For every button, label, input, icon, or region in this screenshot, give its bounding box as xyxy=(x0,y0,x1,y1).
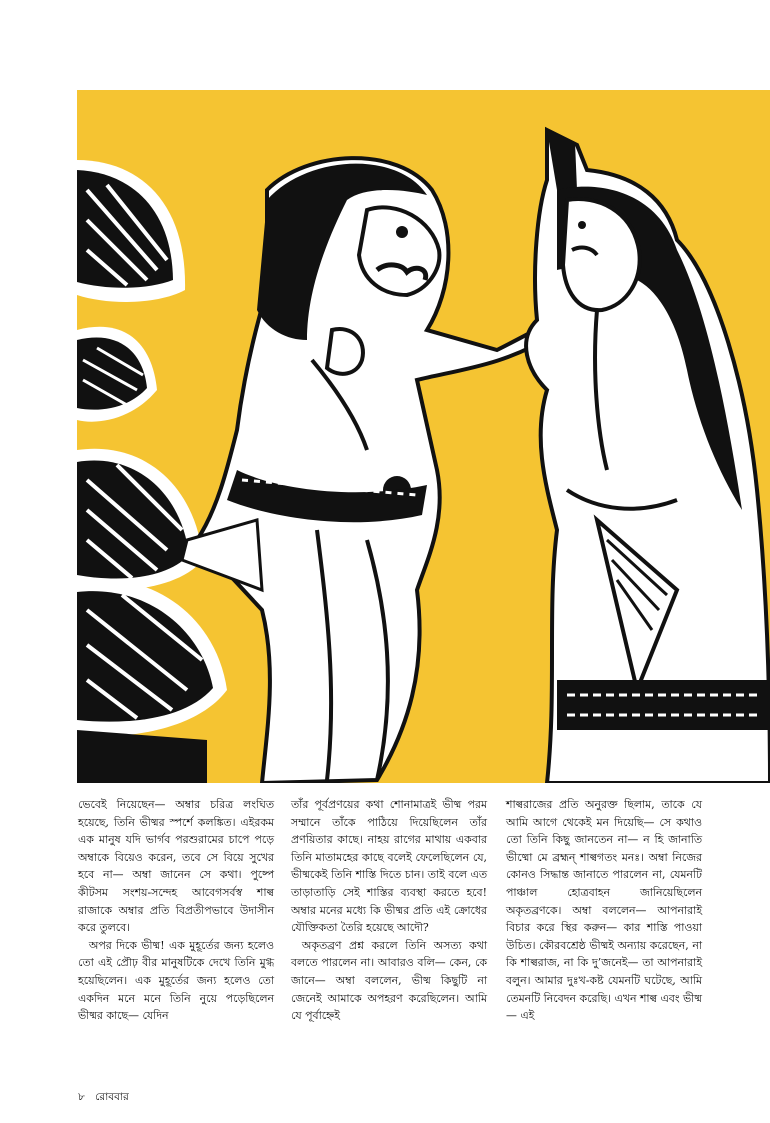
article-column-3 xyxy=(506,796,702,1025)
paragraph: ভেবেই নিয়েছেন— অম্বার চরিত্র লংঘিত হয়েছে, তিনি ভীষ্মর স্পর্শে কলঙ্কিত। এইরকম এক মানুষ যদি ভার্গব পরশুরামের চাপে পড়ে অম্বাকে বিয়েও করেন, তবে সে বিয়ে সুখের হবে না— অম্বা জানেন সে কথা। পুষ্পে কীটসম সংশয়-সন্দেহ আবেগসর্বস্ব শাল্ব রাজাকে অম্বার প্রতি বিপ্রতীপভাবে উদাসীন করে তুলবে। xyxy=(78,798,274,935)
page-number: ৮ xyxy=(78,1091,85,1103)
publication-name: রোববার xyxy=(95,1091,129,1103)
paragraph: অকৃতব্রণ প্রশ্ন করলে তিনি অসত্য কথা বলতে পারলেন না। আবারও বলি— কেন, কে জানে— অম্বা বললেন, ভীষ্ম কিছুটি না জেনেই আমাকে অপহরণ করেছিলেন। আমি যে পূর্বাহ্নেই xyxy=(291,938,487,1023)
article-column-2 xyxy=(291,796,487,1025)
article-column-1 xyxy=(78,796,274,1025)
paragraph: তাঁর পূর্বপ্রণয়ের কথা শোনামাত্রই ভীষ্ম পরম সম্মানে তাঁকে পাঠিয়ে দিয়েছিলেন তাঁর প্রণয়িতার কাছে। নাহয় রাগের মাথায় একবার তিনি মাতামহের কাছে বলেই ফেলেছিলেন যে, ভীষ্মকেই তিনি শাস্তি দিতে চান। তাই বলে এত তাড়াতাড়ি সেই শাস্তির ব্যবস্থা করতে হবে! অম্বার মনের মধ্যে কি ভীষ্মর প্রতি এই ক্রোধের যৌক্তিকতা তৈরি হয়েছে আদৌ? xyxy=(291,798,487,935)
paragraph: শাল্বরাজের প্রতি অনুরক্ত ছিলাম, তাকে যে আমি আগে থেকেই মন দিয়েছি— সে কথাও তো তিনি কিছু জানতেন না— ন হি জানাতি ভীষ্মো মে ব্রহ্মন্ শাল্বগতং মনঃ। অম্বা নিজের কোনও সিদ্ধান্ত জানাতে পারলেন না, যেমনটি পাঞ্চাল হোত্রবাহন জানিয়েছিলেন অকৃতব্রণকে। অম্বা বললেন— আপনারাই বিচার করে স্থির করুন— কার শাস্তি পাওয়া উচিত। কৌরবশ্রেষ্ঠ ভীষ্মই অন্যায় করেছেন, না কি শাল্বরাজ, না কি দু’জনেই— তা আপনারাই বলুন। আমার দুঃখ-কষ্ট যেমনটি ঘটেছে, আমি তেমনটি নিবেদন করেছি। এখন শাল্ব এবং ভীষ্ম— এই xyxy=(506,798,702,1023)
paragraph: অপর দিকে ভীষ্ম! এক মুহূর্তের জন্য হলেও তো এই প্রৌঢ় বীর মানুষটিকে দেখে তিনি মুগ্ধ হয়েছিলেন। এক মুহূর্তের জন্য হলেও তো একদিন মনে মনে তিনি নুয়ে পড়েছিলেন ভীষ্মর কাছে— যেদিন xyxy=(78,938,274,1023)
page-footer xyxy=(78,1090,136,1107)
illustration xyxy=(77,90,770,783)
